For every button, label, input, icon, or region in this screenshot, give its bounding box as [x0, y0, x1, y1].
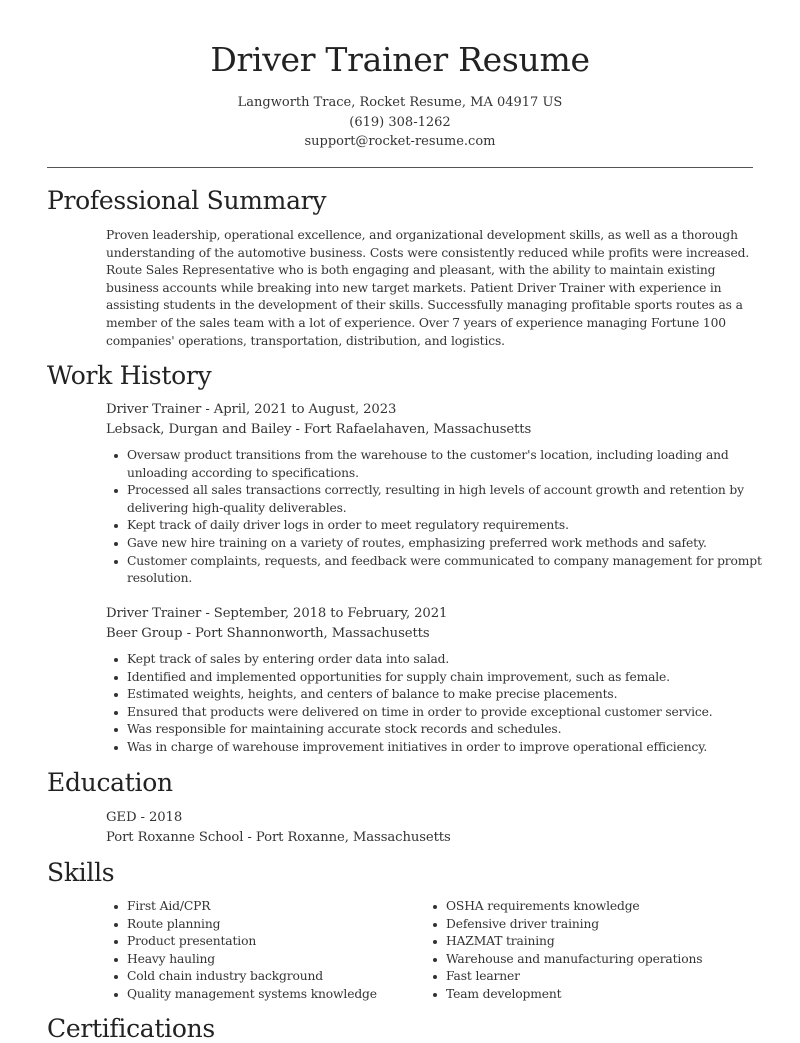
email: support@rocket-resume.com: [304, 134, 496, 149]
skill-item: Defensive driver training: [446, 916, 746, 934]
skill-item: Cold chain industry background: [127, 968, 427, 986]
phone: (619) 308-1262: [349, 114, 451, 130]
address: Langworth Trace, Rocket Resume, MA 04917 US: [237, 95, 563, 110]
resume-title: Driver Trainer Resume: [210, 40, 590, 79]
list-item: Estimated weights, heights, and centers of balance to make precise placements.: [127, 686, 767, 704]
skill-item: First Aid/CPR: [127, 898, 427, 916]
list-item: Ensured that products were delivered on time in order to provide exceptional customer service.: [127, 704, 767, 722]
section-heading-work-history: Work History: [47, 361, 212, 390]
job-header: [106, 400, 531, 440]
header-divider: [47, 167, 753, 168]
list-item: Identified and implemented opportunities for supply chain improvement, such as female.: [127, 669, 767, 687]
education-entry: [106, 808, 451, 848]
skill-item: OSHA requirements knowledge: [446, 898, 746, 916]
skill-item: Warehouse and manufacturing operations: [446, 951, 746, 969]
list-item: Kept track of daily driver logs in order to meet regulatory requirements.: [127, 517, 767, 535]
skill-item: Fast learner: [446, 968, 746, 986]
summary-text: Proven leadership, operational excellence, and organizational development skills, as well as a thorough understanding of the automotive business. Costs were consistently reduced while profits were increased. Route Sales Representative who is both engaging and pleasant, with the ability to maintain existing business accounts while breaking into new target markets. Patient Driver Trainer with experience in assisting students in the development of their skills. Successfully managing profitable sports routes as a member of the sales team with a lot of experience. Over 7 years of experience managing Fortune 100 companies' operations, transportation, distribution, and logistics.: [106, 228, 750, 348]
skill-item: Product presentation: [127, 933, 427, 951]
section-heading-education: Education: [47, 768, 173, 797]
degree-year: GED - 2018: [106, 810, 183, 825]
list-item: Gave new hire training on a variety of routes, emphasizing preferred work methods and safety.: [127, 535, 767, 553]
skills-list-right: [425, 898, 746, 1004]
school-location: Port Roxanne School - Port Roxanne, Massachusetts: [106, 830, 451, 845]
job-header: [106, 604, 447, 644]
section-heading-summary: Professional Summary: [47, 186, 327, 215]
list-item: Was in charge of warehouse improvement initiatives in order to improve operational efficiency.: [127, 739, 767, 757]
job-bullets: [106, 447, 767, 588]
job-bullets: [106, 651, 767, 757]
list-item: Oversaw product transitions from the warehouse to the customer's location, including loading and unloading according to specifications.: [127, 447, 767, 482]
section-heading-certifications: Certifications: [47, 1014, 215, 1043]
skill-item: Quality management systems knowledge: [127, 986, 427, 1004]
list-item: Customer complaints, requests, and feedback were communicated to company management for prompt resolution.: [127, 553, 767, 588]
job-company-location: Lebsack, Durgan and Bailey - Fort Rafaelahaven, Massachusetts: [106, 422, 532, 437]
skills-list-left: [106, 898, 427, 1004]
skill-item: Team development: [446, 986, 746, 1004]
job-company-location: Beer Group - Port Shannonworth, Massachusetts: [106, 626, 430, 641]
job-title-dates: Driver Trainer - September, 2018 to February, 2021: [106, 606, 448, 621]
list-item: Was responsible for maintaining accurate stock records and schedules.: [127, 721, 767, 739]
skill-item: Heavy hauling: [127, 951, 427, 969]
job-title-dates: Driver Trainer - April, 2021 to August, 2023: [106, 402, 397, 417]
section-heading-skills: Skills: [47, 858, 115, 887]
list-item: Processed all sales transactions correctly, resulting in high levels of account growth and retention by delivering high-quality deliverables.: [127, 482, 767, 517]
skill-item: HAZMAT training: [446, 933, 746, 951]
contact-block: [0, 93, 800, 152]
list-item: Kept track of sales by entering order data into salad.: [127, 651, 767, 669]
skill-item: Route planning: [127, 916, 427, 934]
